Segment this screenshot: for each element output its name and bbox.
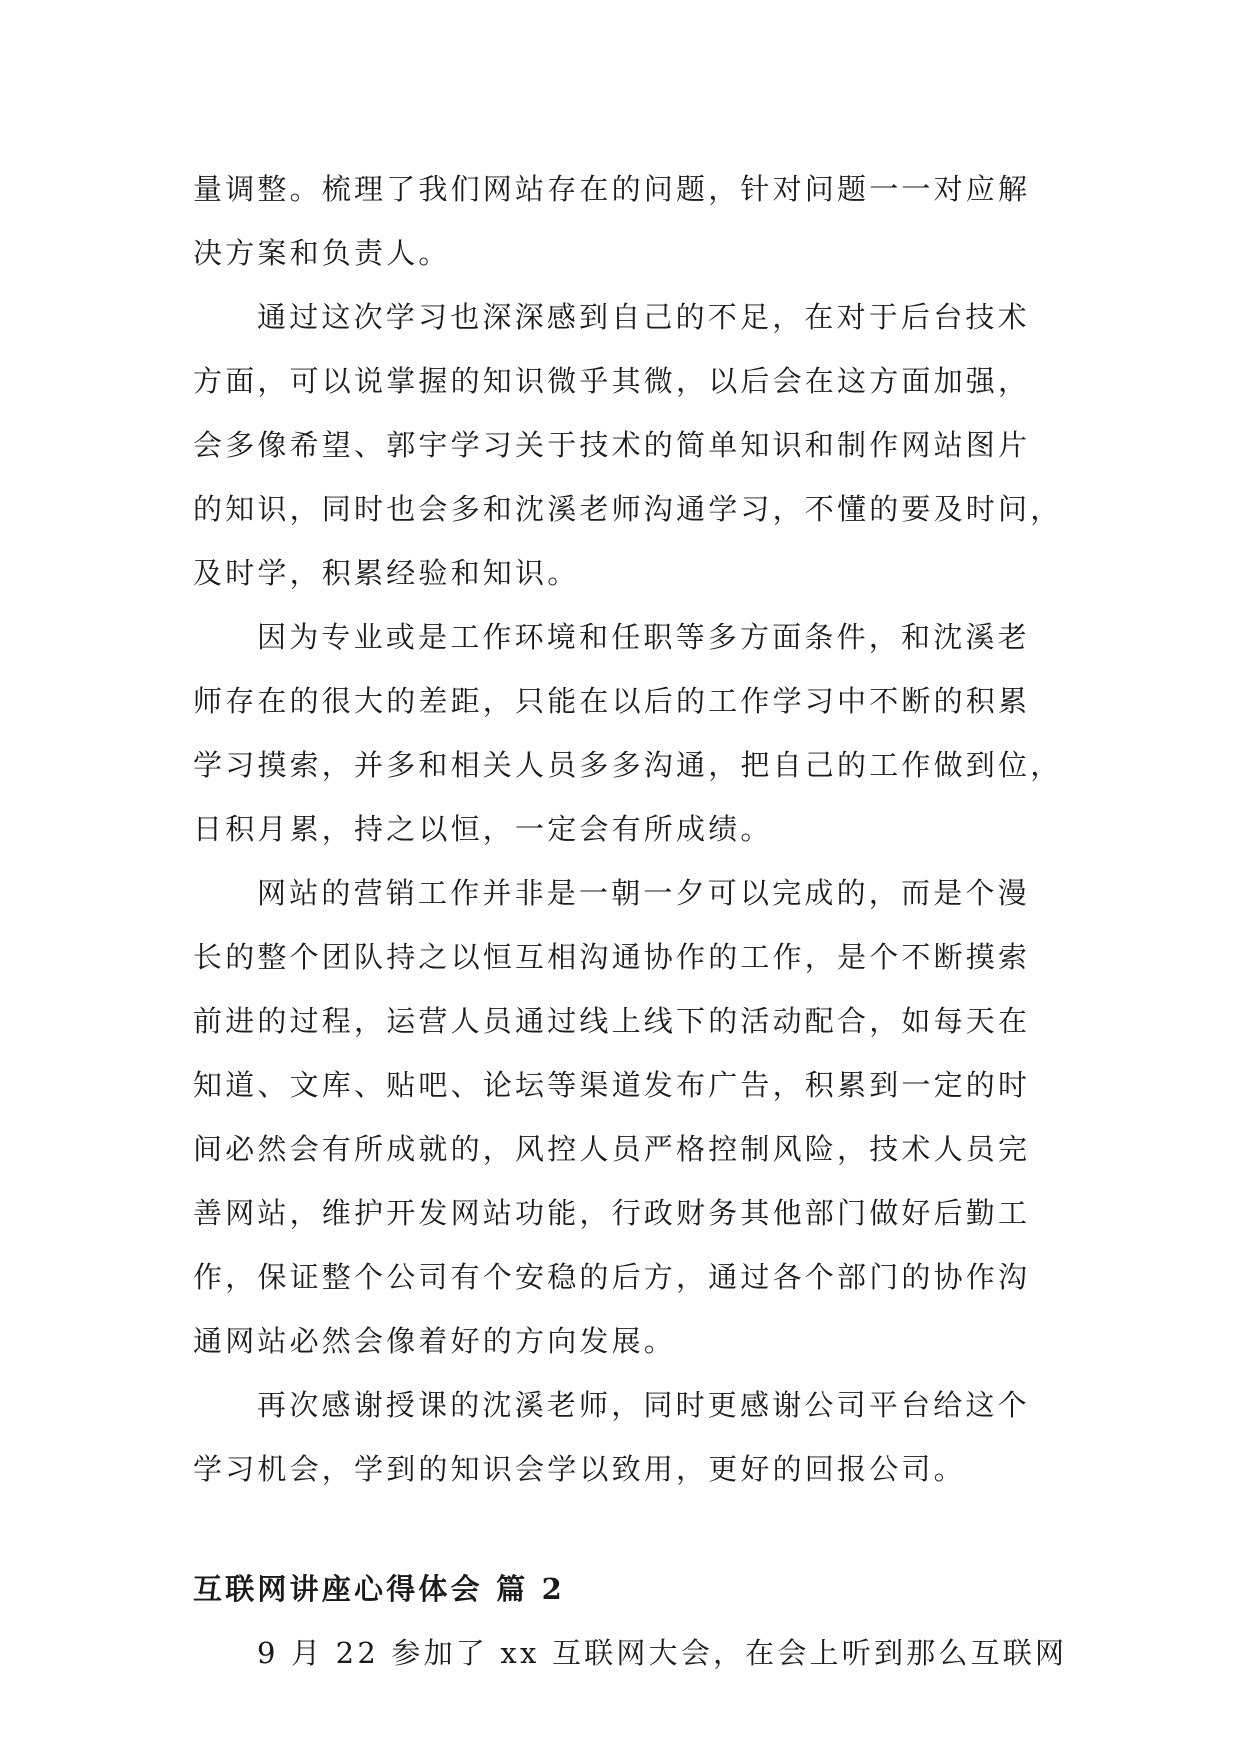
- paragraph-marketing: [193, 861, 1053, 1373]
- text-line: 量调整。梳理了我们网站存在的问题，针对问题一一对应解: [193, 172, 1031, 206]
- text-line: 前进的过程，运营人员通过线上线下的活动配合，如每天在: [193, 1004, 1031, 1038]
- text-line: 学习机会，学到的知识会学以致用，更好的回报公司。: [193, 1452, 966, 1486]
- text-line: 9 月 22 参加了 xx 互联网大会，在会上听到那么互联网: [257, 1636, 1068, 1670]
- text-line: 间必然会有所成就的，风控人员严格控制风险，技术人员完: [193, 1132, 1031, 1166]
- text-line: 师存在的很大的差距，只能在以后的工作学习中不断的积累: [193, 684, 1031, 718]
- text-line: 再次感谢授课的沈溪老师，同时更感谢公司平台给这个: [257, 1388, 1030, 1422]
- text-line: 善网站，维护开发网站功能，行政财务其他部门做好后勤工: [193, 1196, 1031, 1230]
- text-line: 方面，可以说掌握的知识微乎其微，以后会在这方面加强，: [193, 364, 1031, 398]
- paragraph-self-reflection: [193, 285, 1063, 605]
- text-line: 学习摸索，并多和相关人员多多沟通，把自己的工作做到位，: [193, 748, 1063, 782]
- text-line: 通过这次学习也深深感到自己的不足，在对于后台技术: [257, 300, 1030, 334]
- text-line: 的知识，同时也会多和沈溪老师沟通学习，不懂的要及时问，: [193, 492, 1063, 526]
- text-line: 日积月累，持之以恒，一定会有所成绩。: [193, 812, 773, 846]
- document-body: [193, 157, 1068, 1685]
- text-line: 知道、文库、贴吧、论坛等渠道发布广告，积累到一定的时: [193, 1068, 1031, 1102]
- text-line: 因为专业或是工作环境和任职等多方面条件，和沈溪老: [257, 620, 1030, 654]
- text-line: 决方案和负责人。: [193, 236, 451, 270]
- paragraph-conference: [193, 1621, 1068, 1685]
- paragraph-thanks: [193, 1373, 1053, 1501]
- section-heading: 互联网讲座心得体会 篇 2: [193, 1572, 565, 1606]
- paragraph-continuation: [193, 157, 1053, 285]
- text-line: 长的整个团队持之以恒互相沟通协作的工作，是个不断摸索: [193, 940, 1031, 974]
- text-line: 网站的营销工作并非是一朝一夕可以完成的，而是个漫: [257, 876, 1030, 910]
- text-line: 通网站必然会像着好的方向发展。: [193, 1324, 677, 1358]
- text-line: 及时学，积累经验和知识。: [193, 556, 580, 590]
- text-line: 会多像希望、郭宇学习关于技术的简单知识和制作网站图片: [193, 428, 1031, 462]
- paragraph-gap: [193, 605, 1063, 861]
- text-line: 作，保证整个公司有个安稳的后方，通过各个部门的协作沟: [193, 1260, 1031, 1294]
